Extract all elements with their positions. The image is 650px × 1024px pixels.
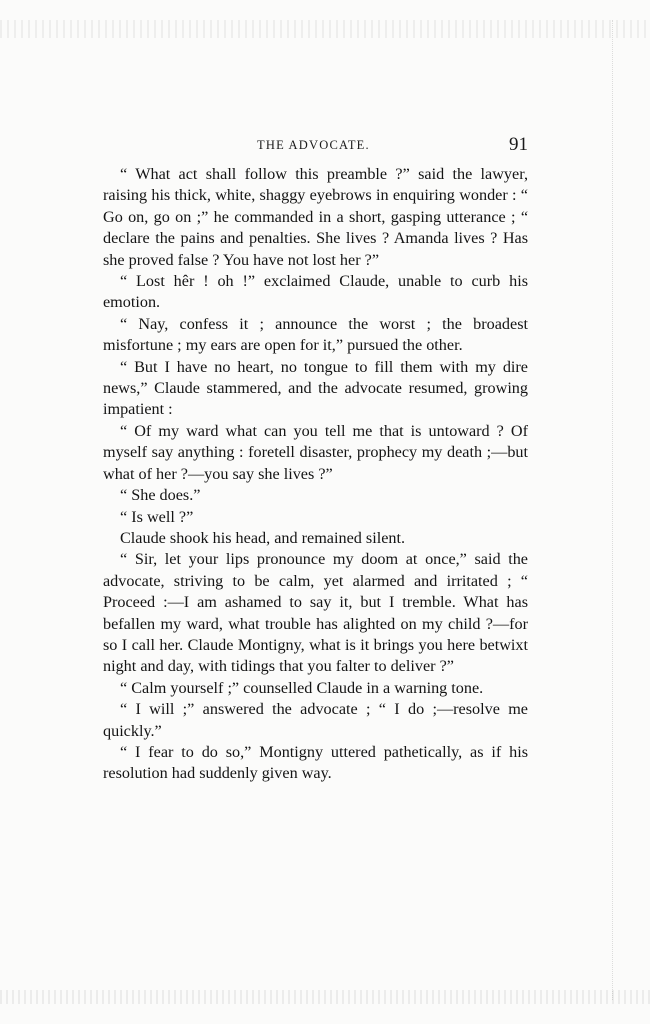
paragraph: “ But I have no heart, no tongue to fill them with my dire news,” Claude stammered, and the advocate resumed, growing impatient :: [103, 357, 528, 419]
paragraph: “ Calm yourself ;” counselled Claude in a warning tone.: [120, 678, 484, 697]
page-edge-bottom: [0, 990, 650, 1004]
paragraph: “ Sir, let your lips pronounce my doom at once,” said the advocate, striving to be calm, yet alarmed and irritated ; “ Proceed :—I am ashamed to say it, but I tremble. What has befallen my ward, what trouble has alighted on my child ?—for so I call her. Claude Montigny, what is it brings you here betwixt night and day, with tidings that you falter to deliver ?”: [103, 550, 528, 676]
paragraph: “ I fear to do so,” Montigny uttered pathetically, as if his resolution had suddenly given way.: [103, 742, 528, 783]
paragraph: Claude shook his head, and remained silent.: [120, 528, 406, 547]
paragraph: “ Lost hêr ! oh !” exclaimed Claude, unable to curb his emotion.: [103, 272, 528, 312]
paragraph: “ I will ;” answered the advocate ; “ I do ;—resolve me quickly.”: [103, 700, 528, 740]
page-edge-top: [0, 20, 650, 38]
page-edge-right: [612, 20, 643, 1000]
body-text: [103, 164, 528, 785]
paragraph: “ What act shall follow this preamble ?” said the lawyer, raising his thick, white, shaggy eyebrows in enquiring wonder : “ Go on, go on ;” he commanded in a short, gasping utterance ; “ declare the pains and penalties. She lives ? Amanda lives ? Has she proved false ? You have not lost her ?”: [103, 165, 528, 269]
page-number: 91: [509, 134, 528, 155]
paragraph: “ Of my ward what can you tell me that is untoward ? Of myself say anything : foretell disaster, prophecy my death ;—but what of her ?—you say she lives ?”: [103, 421, 528, 483]
page-header: [100, 136, 528, 156]
paragraph: “ Nay, confess it ; announce the worst ; the broadest misfortune ; my ears are open for it,” pursued the other.: [103, 314, 528, 355]
paragraph: “ Is well ?”: [120, 507, 194, 526]
paragraph: “ She does.”: [120, 486, 201, 505]
running-head: THE ADVOCATE.: [257, 138, 370, 152]
